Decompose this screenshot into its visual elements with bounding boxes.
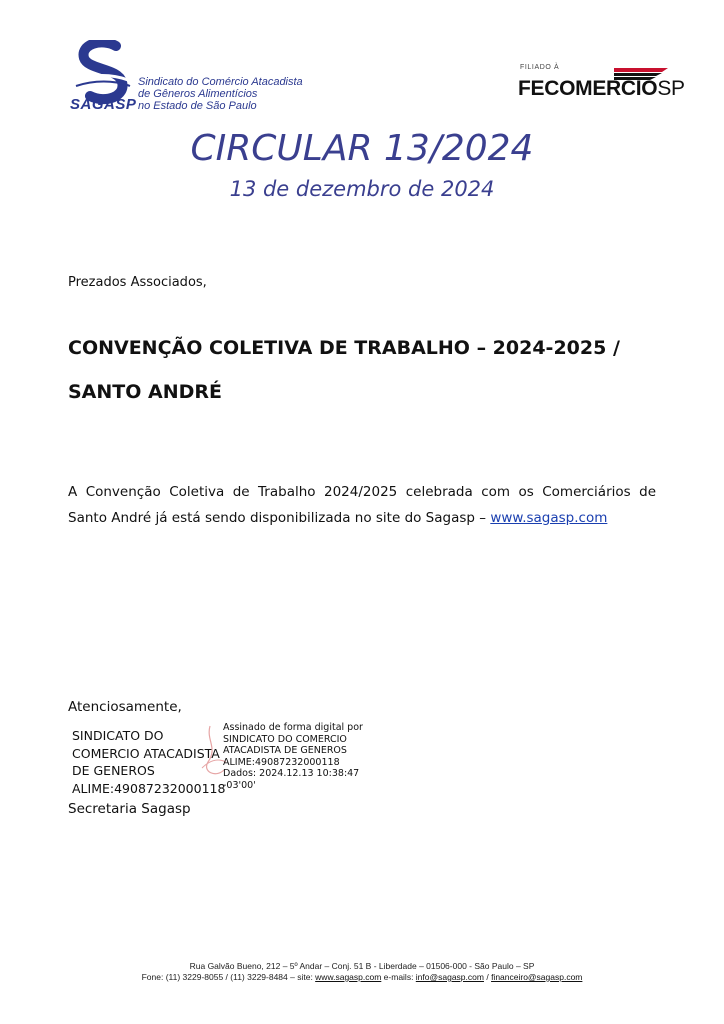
signature-detail-line: ALIME:49087232000118 <box>223 756 340 768</box>
org-line: de Gêneros Alimentícios <box>138 88 258 100</box>
body-text: A Convenção Coletiva de Trabalho 2024/2025 celebrada com os Comerciários de Santo André já está sendo disponibilizada no site do Sagasp – <box>68 484 656 526</box>
fecomercio-suffix: SP <box>657 77 685 100</box>
footer-contacts <box>0 972 724 983</box>
greeting: Prezados Associados, <box>68 275 207 290</box>
footer-phone: Fone: (11) 3229-8055 / (11) 3229-8484 – site: <box>141 972 316 982</box>
footer-email-financeiro-link[interactable]: financeiro@sagasp.com <box>491 972 583 982</box>
affiliation-label: FILIADO À <box>520 64 560 71</box>
signature-detail-line: SINDICATO DO COMERCIO <box>223 733 347 745</box>
subject-line: CONVENÇÃO COLETIVA DE TRABALHO – 2024-2025 / <box>68 337 620 359</box>
subject-heading <box>68 326 688 414</box>
page-footer <box>0 961 724 983</box>
signer-role: Secretaria Sagasp <box>68 801 191 817</box>
signer-line: SINDICATO DO <box>72 728 164 743</box>
signature-detail-line: Dados: 2024.12.13 10:38:47 <box>223 768 360 780</box>
signer-line: ALIME:49087232000118 <box>72 780 226 796</box>
body-paragraph <box>68 479 656 531</box>
circular-date: 13 de dezembro de 2024 <box>229 177 495 201</box>
org-description <box>138 76 303 112</box>
subject-line: SANTO ANDRÉ <box>68 381 223 403</box>
signature-detail-line: Assinado de forma digital por <box>223 722 363 733</box>
closing: Atenciosamente, <box>68 699 182 715</box>
signature-detail-line: -03'00' <box>223 779 256 791</box>
circular-title: CIRCULAR 13/2024 <box>190 128 534 169</box>
footer-email-label: e-mails: <box>381 972 416 982</box>
footer-site-link[interactable]: www.sagasp.com <box>315 972 382 982</box>
signer-line: COMERCIO ATACADISTA <box>72 745 220 761</box>
footer-email-separator: / <box>483 972 492 982</box>
fecomercio-name: FECOMERCIO <box>518 77 658 100</box>
digital-signature-details <box>223 722 363 792</box>
signature-detail-line: ATACADISTA DE GENEROS <box>223 745 347 757</box>
org-line: Sindicato do Comércio Atacadista <box>138 76 303 88</box>
footer-address: Rua Galvão Bueno, 212 – 5º Andar – Conj. 51 B - Liberdade – 01506-000 - São Paulo – SP <box>189 961 535 971</box>
sagasp-site-link[interactable]: www.sagasp.com <box>490 510 608 526</box>
footer-email-info-link[interactable]: info@sagasp.com <box>415 972 484 982</box>
org-line: no Estado de São Paulo <box>138 100 257 112</box>
sagasp-wordmark: SAGASP <box>70 96 137 113</box>
signer-line: DE GENEROS <box>72 763 155 778</box>
fecomercio-wordmark <box>518 77 685 101</box>
